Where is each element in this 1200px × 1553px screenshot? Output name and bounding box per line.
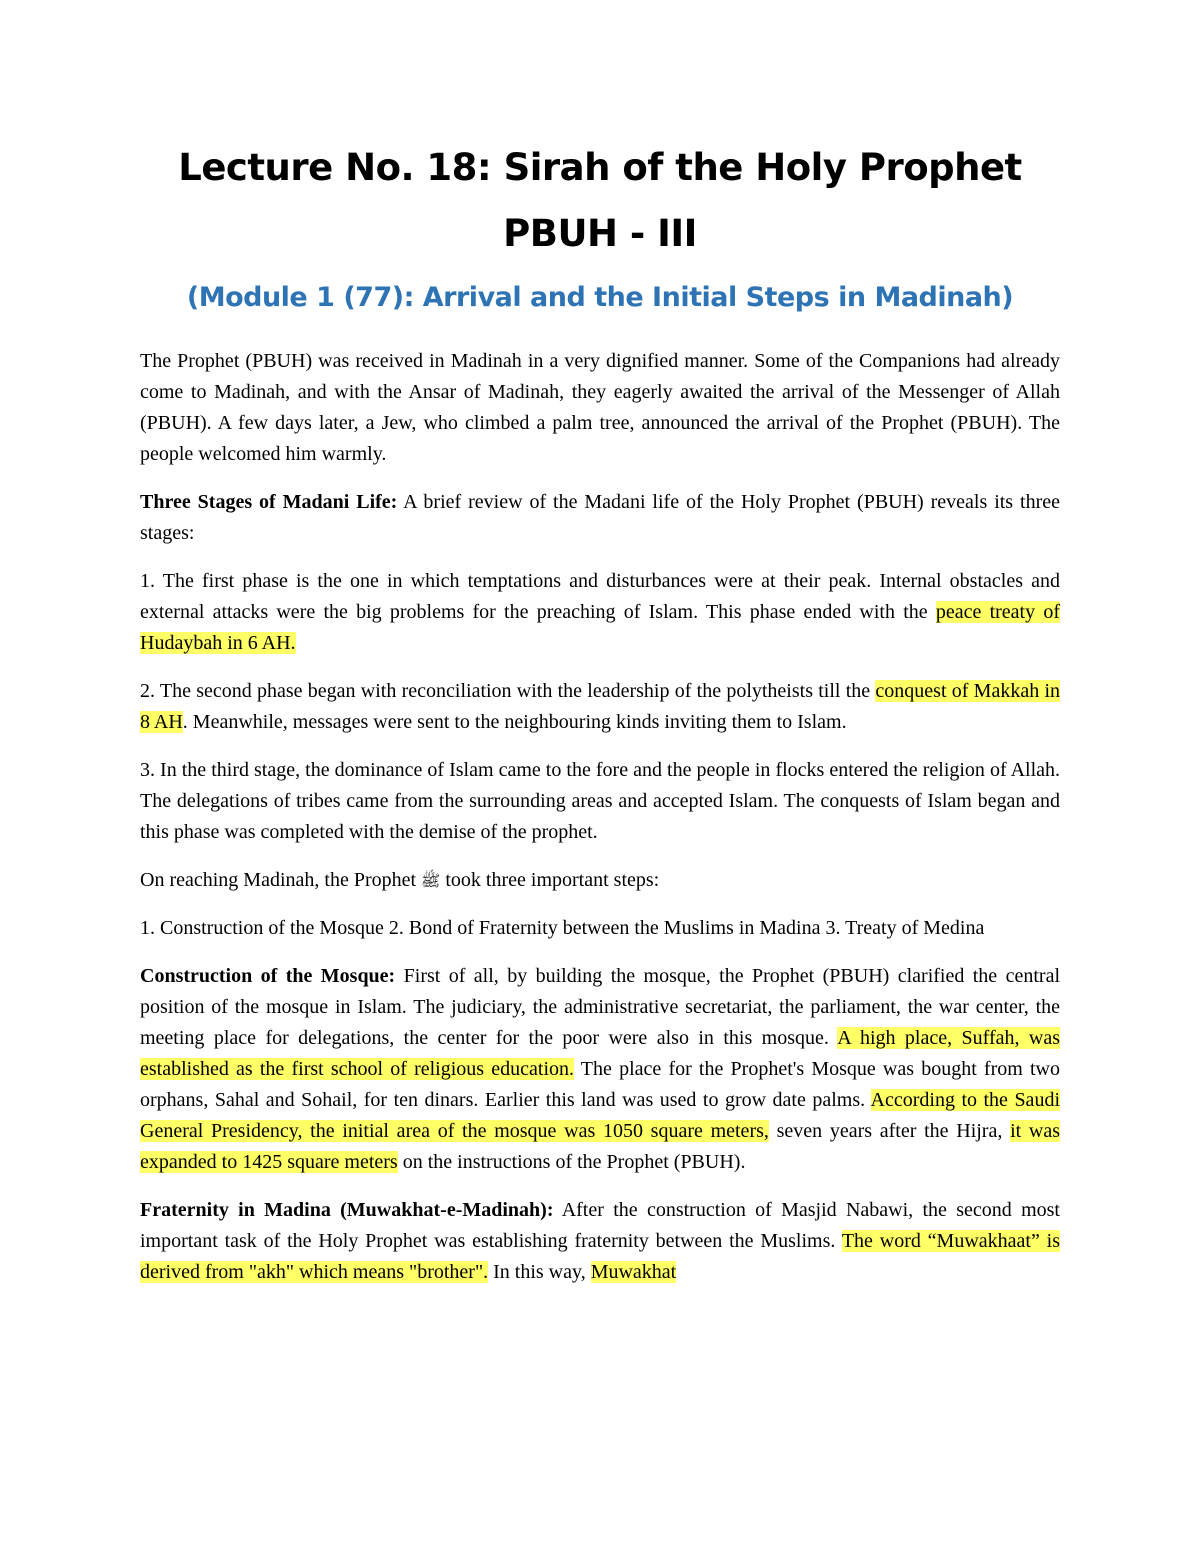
steps-intro-after: took three important steps: (440, 869, 660, 891)
fraternity-heading: Fraternity in Madina (Muwakhat-e-Madinah): (140, 1199, 554, 1221)
mosque-paragraph (140, 961, 1060, 1178)
page-title-line-1: Lecture No. 18: Sirah of the Holy Prophet (178, 146, 1022, 189)
fraternity-text-2: In this way, (488, 1261, 591, 1283)
stages-paragraph (140, 487, 1060, 549)
fraternity-paragraph (140, 1195, 1060, 1288)
mosque-text-4: on the instructions of the Prophet (PBUH). (397, 1151, 746, 1173)
steps-intro-before: On reaching Madinah, the Prophet (140, 869, 422, 891)
steps-list-paragraph: 1. Construction of the Mosque 2. Bond of Fraternity between the Muslims in Madina 3. Treaty of Medina (140, 917, 985, 939)
module-subtitle: (Module 1 (77): Arrival and the Initial Steps in Madinah) (186, 282, 1014, 313)
mosque-highlight-2: According to the Saudi General Presidency, the initial area of the mosque was 1050 square meters, (140, 1089, 1060, 1142)
stage-1-paragraph (140, 566, 1060, 659)
mosque-highlight-1: A high place, Suffah, was established as the first school of religious education. (140, 1027, 1060, 1080)
pbuh-glyph-icon: ﷺ (421, 871, 441, 890)
fraternity-text-1: After the construction of Masjid Nabawi, the second most important task of the Holy Prophet was establishing fraternity between the Muslims. (140, 1199, 1060, 1252)
stage-3-paragraph: 3. In the third stage, the dominance of Islam came to the fore and the people in flocks entered the religion of Allah. The delegations of tribes came from the surrounding areas and accepted Islam. The conquests of Islam began and this phase was completed with the demise of the prophet. (140, 759, 1060, 843)
stages-heading: Three Stages of Madani Life: (140, 491, 398, 513)
fraternity-highlight-2: Muwakhat (590, 1261, 677, 1283)
intro-paragraph: The Prophet (PBUH) was received in Madinah in a very dignified manner. Some of the Companions had already come to Madinah, and with the Ansar of Madinah, they eagerly awaited the arrival of the Messenger of Allah (PBUH). A few days later, a Jew, who climbed a palm tree, announced the arrival of the Prophet (PBUH). The people welcomed him warmly. (140, 350, 1060, 465)
stage-2-rest: . Meanwhile, messages were sent to the neighbouring kinds inviting them to Islam. (182, 711, 847, 733)
stage-2-text: 2. The second phase began with reconciliation with the leadership of the polytheists till the (140, 680, 876, 702)
page-title-line-2: PBUH - III (503, 212, 697, 255)
mosque-text-1: First of all, by building the mosque, the Prophet (PBUH) clarified the central position of the mosque in Islam. The judiciary, the administrative secretariat, the parliament, the war center, the meeting place for delegations, the center for the poor were also in this mosque. (140, 965, 1060, 1049)
fraternity-highlight-1: The word “Muwakhaat” is derived from "akh" which means "brother". (140, 1230, 1060, 1283)
stage-2-paragraph (140, 676, 1060, 738)
document-body (140, 346, 1060, 1305)
mosque-heading: Construction of the Mosque: (140, 965, 396, 987)
stage-2-highlight: conquest of Makkah in 8 AH (140, 680, 1060, 733)
mosque-text-2: The place for the Prophet's Mosque was bought from two orphans, Sahal and Sohail, for ten dinars. Earlier this land was used to grow date palms. (140, 1058, 1060, 1111)
mosque-highlight-3: it was expanded to 1425 square meters (140, 1120, 1060, 1173)
mosque-text-3: seven years after the Hijra, (768, 1120, 1011, 1142)
steps-intro-paragraph (140, 865, 1060, 896)
stage-1-highlight: peace treaty of Hudaybah in 6 AH. (140, 601, 1060, 654)
stage-1-text: 1. The first phase is the one in which temptations and disturbances were at their peak. Internal obstacles and external attacks were the big problems for the preaching of Islam. This phase ended with the (140, 570, 1060, 623)
stages-text: A brief review of the Madani life of the Holy Prophet (PBUH) reveals its three stages: (140, 491, 1060, 544)
